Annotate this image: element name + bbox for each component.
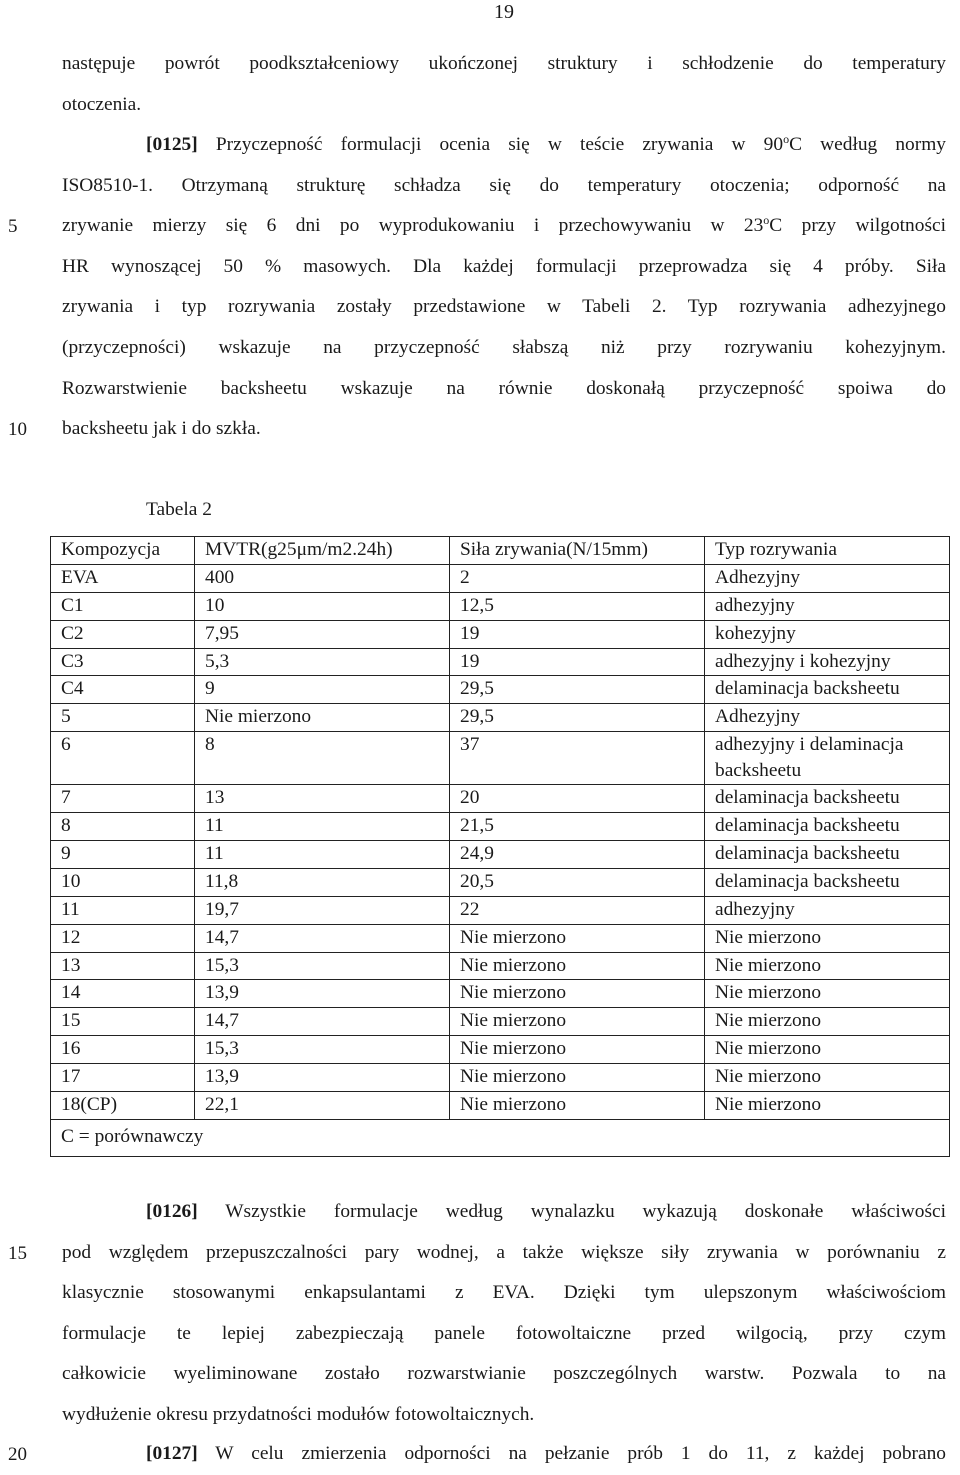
- table-cell: adhezyjny: [705, 896, 950, 924]
- table-cell: Nie mierzono: [705, 1036, 950, 1064]
- table-cell: delaminacja backsheetu: [705, 785, 950, 813]
- text-line: wydłużenie okresu przydatności modułów fotowoltaicznych.: [62, 1403, 535, 1425]
- table-cell: 12,5: [450, 592, 705, 620]
- table-cell: 400: [195, 564, 450, 592]
- text-line: ISO8510-1. Otrzymaną strukturę schładza się do temperatury otoczenia; odporność na: [62, 174, 946, 196]
- table-cell: 20: [450, 785, 705, 813]
- text-line: [0125] Przyczepność formulacji ocenia się w teście zrywania w 90$^o$C według normy: [146, 132, 946, 155]
- line-number-15: 15: [8, 1243, 27, 1264]
- header-cell: Typ rozrywania: [705, 537, 950, 565]
- table-cell: Nie mierzono: [705, 980, 950, 1008]
- table-row: [51, 1064, 950, 1092]
- table-row: [51, 841, 950, 869]
- table-cell: Nie mierzono: [450, 1092, 705, 1120]
- line-number-10: 10: [8, 419, 27, 440]
- table-header-row: [51, 537, 950, 565]
- table-cell: C1: [51, 592, 195, 620]
- table-cell: 11: [195, 841, 450, 869]
- table-cell: Nie mierzono: [450, 924, 705, 952]
- table-cell: 15: [51, 1008, 195, 1036]
- table-cell: Nie mierzono: [450, 952, 705, 980]
- table-cell: Nie mierzono: [450, 980, 705, 1008]
- table-row: [51, 564, 950, 592]
- table-cell: adhezyjny i delaminacja backsheetu: [705, 732, 950, 785]
- table-caption: Tabela 2: [146, 499, 212, 520]
- header-cell: Kompozycja: [51, 537, 195, 565]
- text-line: następuje powrót poodkształceniowy ukończonej struktury i schłodzenie do temperatury: [62, 53, 946, 74]
- table-cell: Nie mierzono: [450, 1036, 705, 1064]
- table-cell: delaminacja backsheetu: [705, 813, 950, 841]
- table-cell: 29,5: [450, 704, 705, 732]
- paragraph-0126: [62, 1192, 946, 1436]
- table-cell: 13,9: [195, 980, 450, 1008]
- table-row: [51, 980, 950, 1008]
- table-cell: 6: [51, 732, 195, 785]
- table-cell: 13,9: [195, 1064, 450, 1092]
- page-number: 19: [494, 1, 514, 23]
- table-cell: 20,5: [450, 868, 705, 896]
- table-cell: EVA: [51, 564, 195, 592]
- table-row: [51, 732, 950, 785]
- paragraph-0127: [62, 1434, 946, 1475]
- table-row: [51, 1092, 950, 1120]
- table-footnote-row: [51, 1119, 950, 1156]
- table-cell: 21,5: [450, 813, 705, 841]
- line-number-5: 5: [8, 216, 18, 237]
- table-row: [51, 592, 950, 620]
- table-cell: 5: [51, 704, 195, 732]
- table-row: [51, 676, 950, 704]
- table-cell: 13: [51, 952, 195, 980]
- table-footnote: C = porównawczy: [51, 1119, 950, 1156]
- table-row: [51, 704, 950, 732]
- table-cell: adhezyjny i kohezyjny: [705, 648, 950, 676]
- table-cell: 10: [195, 592, 450, 620]
- table-cell: Nie mierzono: [450, 1064, 705, 1092]
- text-line: otoczenia.: [62, 93, 142, 115]
- table-cell: Nie mierzono: [705, 952, 950, 980]
- paragraph-tag: [0127]: [146, 1443, 198, 1464]
- text-line: klasycznie stosowanymi enkapsulantami z EVA. Dzięki tym ulepszonym właściwościom: [62, 1282, 946, 1304]
- table-cell: 11,8: [195, 868, 450, 896]
- table-cell: 37: [450, 732, 705, 785]
- table-cell: 12: [51, 924, 195, 952]
- table-cell: 15,3: [195, 952, 450, 980]
- table-row: [51, 924, 950, 952]
- table-cell: C2: [51, 620, 195, 648]
- table-row: [51, 952, 950, 980]
- table-cell: 2: [450, 564, 705, 592]
- text-line: całkowicie wyeliminowane zostało rozwarstwianie poszczególnych warstw. Pozwala to na: [62, 1363, 946, 1385]
- text-line: HR wynoszącej 50 % masowych. Dla każdej formulacji przeprowadza się 4 próby. Siła: [62, 255, 946, 277]
- header-cell: MVTR(g25μm/m2.24h): [195, 537, 450, 565]
- header-cell: Siła zrywania(N/15mm): [450, 537, 705, 565]
- table-cell: Nie mierzono: [705, 924, 950, 952]
- text-line: zrywania i typ rozrywania zostały przedstawione w Tabeli 2. Typ rozrywania adhezyjnego: [62, 296, 946, 318]
- table-cell: Adhezyjny: [705, 564, 950, 592]
- table-cell: 14,7: [195, 924, 450, 952]
- table-cell: C3: [51, 648, 195, 676]
- table-cell: 29,5: [450, 676, 705, 704]
- table-cell: 7,95: [195, 620, 450, 648]
- table-cell: delaminacja backsheetu: [705, 676, 950, 704]
- table-cell: Nie mierzono: [705, 1092, 950, 1120]
- table-cell: Nie mierzono: [450, 1008, 705, 1036]
- paragraph-tag: [0125]: [146, 134, 198, 155]
- table-cell: 7: [51, 785, 195, 813]
- table-cell: 14: [51, 980, 195, 1008]
- text-line: zrywanie mierzy się 6 dni po wyprodukowaniu i przechowywaniu w 23$^o$C przy wilgotności: [62, 213, 946, 237]
- table-cell: 16: [51, 1036, 195, 1064]
- table-cell: 22: [450, 896, 705, 924]
- table-cell: 11: [51, 896, 195, 924]
- table-row: [51, 620, 950, 648]
- table-cell: kohezyjny: [705, 620, 950, 648]
- line-number-20: 20: [8, 1444, 27, 1465]
- table-cell: delaminacja backsheetu: [705, 868, 950, 896]
- table-row: [51, 1008, 950, 1036]
- table-cell: 15,3: [195, 1036, 450, 1064]
- table-row: [51, 896, 950, 924]
- table-cell: 18(CP): [51, 1092, 195, 1120]
- table-cell: 13: [195, 785, 450, 813]
- table-cell: Nie mierzono: [705, 1008, 950, 1036]
- table-cell: 9: [195, 676, 450, 704]
- table-row: [51, 813, 950, 841]
- table-cell: Nie mierzono: [705, 1064, 950, 1092]
- text-line: Rozwarstwienie backsheetu wskazuje na równie doskonałą przyczepność spoiwa do: [62, 377, 946, 399]
- table-row: [51, 1036, 950, 1064]
- text-line: (przyczepności) wskazuje na przyczepność słabszą niż przy rozrywaniu kohezyjnym.: [62, 336, 946, 358]
- paragraph-0125: [62, 125, 946, 450]
- text-line: pod względem przepuszczalności pary wodnej, a także większe siły zrywania w porównaniu z: [62, 1241, 946, 1263]
- table-row: [51, 785, 950, 813]
- table-cell: 9: [51, 841, 195, 869]
- text-line: backsheetu jak i do szkła.: [62, 418, 261, 440]
- table-cell: 19: [450, 648, 705, 676]
- table-cell: 8: [195, 732, 450, 785]
- table-cell: Adhezyjny: [705, 704, 950, 732]
- results-table: [50, 536, 950, 1157]
- table-cell: 17: [51, 1064, 195, 1092]
- text-line: [0126] Wszystkie formulacje według wynalazku wykazują doskonałe właściwości: [146, 1201, 946, 1222]
- table-cell: 8: [51, 813, 195, 841]
- text-line: formulacje te lepiej zabezpieczają panele fotowoltaiczne przed wilgocią, przy czym: [62, 1322, 946, 1344]
- table-cell: 5,3: [195, 648, 450, 676]
- table-cell: 11: [195, 813, 450, 841]
- table-cell: 24,9: [450, 841, 705, 869]
- table-cell: 19,7: [195, 896, 450, 924]
- table-cell: 10: [51, 868, 195, 896]
- table-cell: 19: [450, 620, 705, 648]
- table-row: [51, 868, 950, 896]
- paragraph-tag: [0126]: [146, 1201, 198, 1222]
- table-row: [51, 648, 950, 676]
- table-cell: Nie mierzono: [195, 704, 450, 732]
- paragraph-continuation: [62, 44, 946, 125]
- text-line: [0127] W celu zmierzenia odporności na pełzanie prób 1 do 11, z każdej pobrano: [146, 1443, 946, 1464]
- table-cell: adhezyjny: [705, 592, 950, 620]
- table-cell: 14,7: [195, 1008, 450, 1036]
- table-cell: C4: [51, 676, 195, 704]
- table-cell: delaminacja backsheetu: [705, 841, 950, 869]
- table-cell: 22,1: [195, 1092, 450, 1120]
